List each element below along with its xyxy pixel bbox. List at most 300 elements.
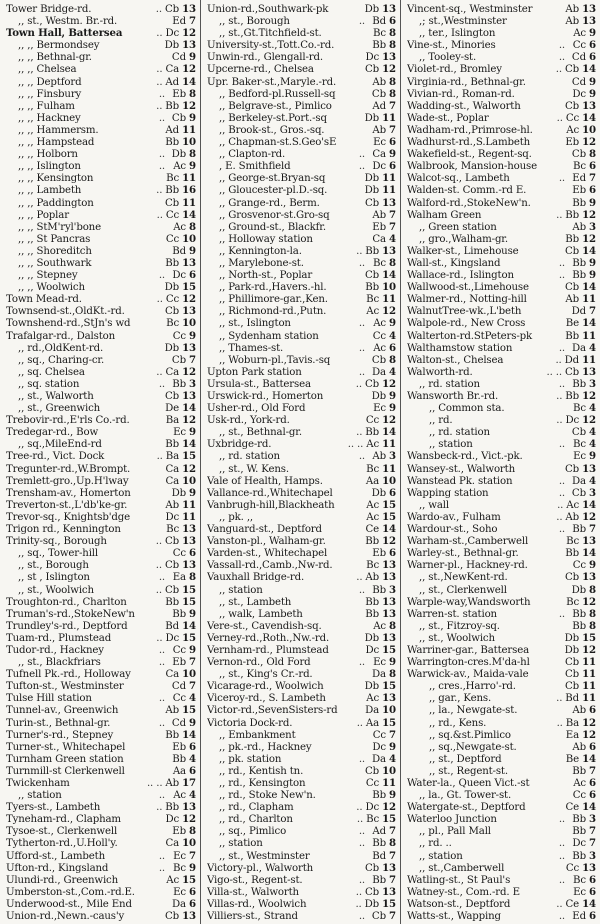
index-entry (207, 632, 396, 644)
grid-square: Bb (372, 40, 386, 52)
grid-square: Bb (372, 790, 386, 802)
street-name: Walker-st., Limehouse (407, 245, 519, 257)
street-name: ,, Tooley-st. (419, 52, 477, 64)
street-name: ,, station (219, 584, 263, 596)
map-sheet-number: 8 (389, 87, 396, 100)
map-sheet-number: 13 (182, 256, 196, 269)
grid-square: Bb (572, 814, 586, 826)
index-entry (407, 414, 596, 426)
grid-square: Ac (366, 439, 380, 451)
street-name: Town Mead-rd. (6, 294, 82, 306)
map-sheet-number: 14 (182, 438, 196, 451)
index-entry (407, 88, 596, 100)
map-sheet-number: 11 (582, 668, 596, 681)
map-sheet-number: 9 (189, 51, 196, 64)
map-sheet-number: 8 (589, 583, 596, 596)
street-name: ,, cres.,Harro'-rd. (429, 681, 516, 693)
grid-square: Bb (565, 233, 580, 245)
street-name: ,, Gloucester-pl.D.-sq. (219, 185, 328, 197)
grid-square: Cb (364, 765, 380, 777)
leader-dots: .. (358, 874, 365, 886)
map-sheet-number: 6 (389, 547, 396, 560)
leader-dots: .. (558, 475, 565, 487)
grid-square: Ce (565, 802, 580, 814)
index-entry (6, 63, 196, 75)
street-name: Walcot-sq., Lambeth (407, 173, 510, 185)
grid-square: Dc (165, 28, 180, 40)
leader-dots: .. (156, 64, 163, 76)
index-entry (407, 704, 596, 716)
map-sheet-number: 4 (389, 329, 396, 342)
street-name: Warwick-av., Maida-vale (407, 669, 529, 681)
map-sheet-number: 13 (582, 3, 596, 15)
street-name: Union-rd.,Southwark-pk (207, 4, 329, 15)
index-entry (407, 233, 596, 245)
map-sheet-number: 3 (589, 849, 596, 862)
map-sheet-number: 8 (189, 87, 196, 100)
map-sheet-number: 9 (389, 402, 396, 415)
index-entry (407, 112, 596, 124)
map-sheet-number: 15 (382, 643, 396, 656)
index-entry (207, 366, 396, 378)
grid-square: Cc (165, 209, 180, 221)
street-name: ,, rd., Clapham (219, 802, 294, 814)
leader-dots: .. (155, 560, 162, 572)
map-sheet-number: 4 (189, 692, 196, 705)
grid-square: Bc (166, 318, 180, 330)
map-sheet-number: 13 (582, 571, 596, 584)
map-sheet-number: 9 (589, 559, 596, 572)
grid-square: Cb (564, 100, 580, 112)
grid-square: Bb (565, 330, 580, 342)
grid-square: Ac (373, 342, 386, 354)
street-name: Walpole-rd., New Cross (407, 318, 526, 330)
grid-square: Ac (373, 318, 386, 330)
grid-square: Bb (365, 282, 380, 294)
leader-dots: .. (158, 717, 165, 729)
street-name: ,, st., Borough (18, 560, 89, 572)
map-sheet-number: 8 (189, 148, 196, 161)
leader-dots: .. (158, 378, 165, 390)
street-name: Walterton-rd.StPeters-pk (407, 330, 533, 342)
street-name: Wadham-rd.,Primrose-hl. (407, 124, 533, 136)
grid-square: Bb (572, 270, 586, 282)
street-name: ,, pk.-rd., Hackney (219, 741, 312, 753)
index-entry (6, 184, 196, 196)
map-sheet-number: 9 (589, 269, 596, 282)
leader-dots: .. (156, 802, 163, 814)
street-name: Upr. Baker-st.,Maryle.-rd. (207, 76, 337, 88)
street-name: ,, walk, Lambeth (219, 608, 303, 620)
map-sheet-number: 12 (182, 293, 196, 306)
map-sheet-number: 14 (582, 281, 596, 294)
index-entry (407, 63, 596, 75)
leader-dots: .. (356, 717, 363, 729)
map-sheet-number: 13 (382, 571, 396, 584)
map-sheet-number: 14 (382, 426, 396, 439)
grid-square: Ea (172, 572, 186, 584)
index-entry (207, 39, 396, 51)
index-entry (6, 475, 196, 487)
street-name: Vivian-rd., Roman-rd. (407, 88, 515, 100)
index-entry (207, 402, 396, 414)
map-sheet-number: 12 (182, 99, 196, 112)
grid-square: Bb (172, 378, 186, 390)
map-sheet-number: 4 (589, 474, 596, 487)
index-entry (6, 354, 196, 366)
grid-square: Bb (372, 584, 386, 596)
leader-dots: .. (156, 451, 163, 463)
grid-square: Bc (173, 862, 186, 874)
index-entry (6, 850, 196, 862)
street-name: Tredegar-rd., Bow (6, 427, 99, 439)
map-sheet-number: 8 (389, 27, 396, 40)
index-entry (407, 463, 596, 475)
map-sheet-number: 13 (582, 99, 596, 112)
map-sheet-number: 4 (189, 789, 196, 802)
grid-square: Bc (566, 596, 580, 608)
index-entry (407, 245, 596, 257)
street-name: Tyneham-rd., Clapham (6, 814, 121, 826)
grid-square: Dc (172, 270, 186, 282)
grid-square: Ce (365, 524, 380, 536)
grid-square: Eb (172, 657, 186, 669)
grid-square: Cb (571, 487, 586, 499)
index-entry (407, 535, 596, 547)
grid-square: Dc (372, 741, 386, 753)
grid-square: Eb (572, 185, 586, 197)
leader-dots: .. (556, 415, 563, 427)
grid-square: Cd (571, 52, 586, 64)
map-sheet-number: 4 (389, 752, 396, 765)
street-name: Virginia-rd., Bethnal-gr. (407, 76, 526, 88)
index-entry (207, 898, 396, 910)
leader-dots: .. (558, 342, 565, 354)
grid-square: Bb (165, 137, 180, 149)
grid-square: Cb (364, 64, 380, 76)
map-sheet-number: 11 (182, 172, 196, 185)
street-name: ,, George-st.Bryan-sq (219, 173, 326, 185)
index-entry (6, 741, 196, 753)
grid-square: Cc (172, 644, 186, 656)
leader-dots: .. (155, 4, 162, 15)
index-entry (6, 160, 196, 172)
leader-dots: .. (555, 64, 562, 76)
grid-square: Bc (366, 294, 380, 306)
map-sheet-number: 15 (382, 716, 396, 729)
map-sheet-number: 6 (589, 740, 596, 753)
index-entry (6, 571, 196, 583)
grid-square: Bb (365, 427, 380, 439)
index-entry (207, 463, 396, 475)
leader-dots: .. (558, 270, 565, 282)
grid-square: Bb (372, 838, 386, 850)
map-sheet-number: 8 (389, 668, 396, 681)
street-name: ,, st.,Gt.Titchfield-st. (219, 28, 322, 40)
index-entry (6, 438, 196, 450)
map-sheet-number: 9 (589, 450, 596, 463)
index-entry (6, 644, 196, 656)
index-entry (6, 269, 196, 281)
map-sheet-number: 10 (182, 317, 196, 330)
street-name: Violet-rd., Bromley (407, 64, 502, 76)
grid-square: Ec (173, 850, 186, 862)
street-name: ,, sq. Chelsea (18, 366, 85, 378)
grid-square: Ac (173, 790, 186, 802)
index-entry (6, 39, 196, 51)
index-entry (6, 245, 196, 257)
index-entry (6, 511, 196, 523)
grid-square: Ab (165, 778, 180, 789)
grid-square: Bb (572, 850, 586, 862)
grid-square: Db (164, 40, 180, 52)
grid-square: Cb (564, 245, 580, 257)
street-name: ,, Park-rd.,Havers.-hl. (219, 282, 327, 294)
street-name: ,, rd., Kensington (219, 778, 306, 789)
street-name: Wapping station (407, 487, 489, 499)
index-entry (207, 257, 396, 269)
map-sheet-number: 6 (189, 740, 196, 753)
index-entry (6, 862, 196, 874)
street-name: ,, ter., Islington (419, 28, 496, 40)
index-entry (207, 88, 396, 100)
grid-square: Bb (565, 391, 580, 402)
map-sheet-number: 12 (582, 510, 596, 523)
map-sheet-number: 7 (189, 849, 196, 862)
grid-square: Da (372, 366, 386, 378)
map-sheet-number: 13 (382, 631, 396, 644)
map-sheet-number: 16 (182, 184, 196, 197)
grid-square: Bc (373, 28, 386, 40)
map-sheet-number: 12 (382, 63, 396, 76)
grid-square: Ad (372, 100, 386, 112)
leader-dots: .. (556, 717, 563, 729)
map-sheet-number: 14 (582, 547, 596, 560)
leader-dots: .. (358, 149, 365, 161)
grid-square: Cc (365, 778, 380, 789)
leader-dots: .. (158, 149, 165, 161)
street-name: Tufton-st., Westminster (6, 681, 124, 693)
street-name: WalnutTree-wk.,L'beth (407, 306, 522, 318)
grid-square: Da (572, 475, 586, 487)
leader-dots: .. (556, 391, 563, 402)
index-entry (6, 668, 196, 680)
index-entry (6, 584, 196, 596)
grid-square: Db (164, 342, 180, 354)
street-name: ,, st.,NewKent-rd. (419, 572, 508, 584)
map-sheet-number: 14 (582, 897, 596, 910)
index-entry (407, 886, 596, 898)
map-sheet-number: 14 (182, 728, 196, 741)
index-entry (6, 3, 196, 15)
leader-dots: .. (358, 342, 365, 354)
street-name: Upton Park station (207, 366, 302, 378)
grid-square: Cb (564, 572, 580, 584)
index-entry (407, 668, 596, 680)
index-entry (407, 801, 596, 813)
street-name: Vernham-rd., Plumstead (207, 644, 329, 656)
grid-square: Bc (573, 874, 586, 886)
index-entry (6, 608, 196, 620)
index-entry (207, 305, 396, 317)
street-name: ,, Chapman-st.S.Geo'sE (219, 137, 337, 149)
grid-square: Db (564, 632, 580, 644)
index-entry (207, 438, 396, 450)
index-entry (6, 257, 196, 269)
map-sheet-number: 4 (189, 752, 196, 765)
map-sheet-number: 11 (382, 172, 396, 185)
index-entry (6, 197, 196, 209)
grid-square: Ac (166, 874, 180, 886)
grid-square: Bb (572, 197, 586, 209)
map-sheet-number: 13 (182, 523, 196, 536)
grid-square: Cc (172, 330, 186, 342)
street-name: ,, st., Bethnal-gr. (219, 427, 302, 439)
index-entry (207, 172, 396, 184)
grid-square: Ab (565, 16, 580, 28)
index-entry (6, 221, 196, 233)
street-name: ,, wall (419, 499, 449, 511)
map-sheet-number: 9 (189, 716, 196, 729)
street-name: ,, Sydenham station (219, 330, 319, 342)
map-sheet-number: 3 (589, 486, 596, 499)
map-sheet-number: 8 (389, 353, 396, 366)
map-sheet-number: 12 (382, 305, 396, 318)
leader-dots: .. (358, 657, 365, 669)
index-column-3 (400, 0, 600, 924)
index-entry (207, 414, 396, 426)
grid-square: Bb (165, 439, 180, 451)
street-name: Trebovir-rd.,E'rls Co.-rd. (6, 415, 130, 427)
grid-square: Ed (572, 173, 586, 185)
index-entry (407, 39, 596, 51)
street-name: ,, Belgrave-st., Pimlico (219, 100, 332, 112)
map-sheet-number: 13 (182, 535, 196, 548)
grid-square: Bc (373, 257, 386, 269)
map-sheet-number: 15 (382, 510, 396, 523)
index-entry (407, 862, 596, 874)
grid-square: Ab (565, 511, 580, 523)
grid-square: Cb (364, 886, 380, 898)
grid-square: Cb (171, 112, 186, 124)
street-name: , E. Smithfield (219, 161, 291, 173)
grid-square: Bc (366, 560, 380, 572)
map-sheet-number: 8 (389, 256, 396, 269)
map-sheet-number: 12 (582, 595, 596, 608)
street-name: Walham Green (407, 209, 482, 221)
map-sheet-number: 12 (182, 462, 196, 475)
index-entry (6, 317, 196, 329)
index-entry (207, 124, 396, 136)
street-name: ,, st., Westm. Br.-rd. (18, 16, 118, 28)
grid-square: Ab (372, 451, 386, 463)
leader-dots: .. (158, 790, 165, 802)
map-sheet-number: 7 (189, 680, 196, 693)
map-sheet-number: 9 (189, 861, 196, 874)
map-sheet-number: 6 (589, 789, 596, 802)
grid-square: Cb (564, 669, 580, 681)
grid-square: Cc (565, 112, 580, 124)
street-name: Watergate-st., Deptford (407, 802, 526, 814)
street-name: Tysoe-st., Clerkenwell (6, 826, 118, 838)
index-entry (207, 874, 396, 886)
index-entry (207, 644, 396, 656)
street-name: Wall-st., Kingsland (407, 257, 501, 269)
street-name: ,, sq.&st.Pimlico (429, 729, 511, 741)
map-sheet-number: 13 (182, 39, 196, 52)
leader-dots: .. (358, 911, 365, 923)
map-sheet-number: 6 (189, 897, 196, 910)
map-sheet-number: 13 (182, 801, 196, 814)
street-name: Vigo-st., Regent-st. (207, 874, 303, 886)
grid-square: Ec (373, 657, 386, 669)
street-name: Vanbrugh-hill,Blackheath (207, 499, 335, 511)
grid-square: Ac (366, 693, 380, 705)
leader-dots: .. (155, 536, 162, 548)
grid-square: Aa (172, 765, 186, 777)
grid-square: Cb (164, 391, 180, 402)
map-sheet-number: 8 (389, 39, 396, 52)
street-name: ,, Green station (419, 221, 497, 233)
index-entry (6, 898, 196, 910)
leader-dots: .. (158, 161, 165, 173)
grid-square: Bb (165, 596, 180, 608)
grid-square: Bb (572, 826, 586, 838)
index-entry (407, 837, 596, 849)
index-entry (207, 825, 396, 837)
leader-dots: .. (558, 874, 565, 886)
street-name: ,, st., W. Kens. (219, 463, 289, 475)
grid-square: Bb (365, 536, 380, 548)
grid-square: Cd (171, 717, 186, 729)
leader-dots: .. (156, 294, 163, 306)
grid-square: Ce (565, 898, 580, 910)
grid-square: Eb (372, 548, 386, 560)
index-entry (407, 148, 596, 160)
street-name: ,, la., Gt. Tower-st. (419, 790, 512, 802)
grid-square: Dd (564, 354, 580, 366)
map-sheet-number: 13 (382, 3, 396, 15)
index-entry (407, 692, 596, 704)
grid-square: Cd (571, 76, 586, 88)
grid-square: Bb (165, 257, 180, 269)
grid-square: Bc (166, 173, 180, 185)
map-sheet-number: 12 (582, 232, 596, 245)
index-entry (6, 293, 196, 305)
map-sheet-number: 9 (389, 317, 396, 330)
grid-square: Bd (172, 245, 186, 257)
map-sheet-number: 12 (582, 390, 596, 402)
map-sheet-number: 7 (389, 99, 396, 112)
leader-dots: .. (156, 100, 163, 112)
grid-square: Ca (165, 838, 180, 850)
index-entry (207, 3, 396, 15)
index-entry (207, 837, 396, 849)
grid-square: Cc (372, 330, 386, 342)
leader-dots: .. (556, 898, 563, 910)
index-entry (6, 112, 196, 124)
street-name: Vanston-pl., Walham-gr. (207, 536, 326, 548)
index-entry (207, 692, 396, 704)
street-name: Trundley's-rd., Deptford (6, 620, 128, 632)
index-entry (207, 680, 396, 692)
index-entry (407, 257, 596, 269)
map-sheet-number: 14 (582, 244, 596, 257)
index-entry (6, 535, 196, 547)
map-sheet-number: 9 (189, 160, 196, 173)
leader-dots: .. (358, 318, 365, 330)
map-sheet-number: 4 (589, 402, 596, 415)
